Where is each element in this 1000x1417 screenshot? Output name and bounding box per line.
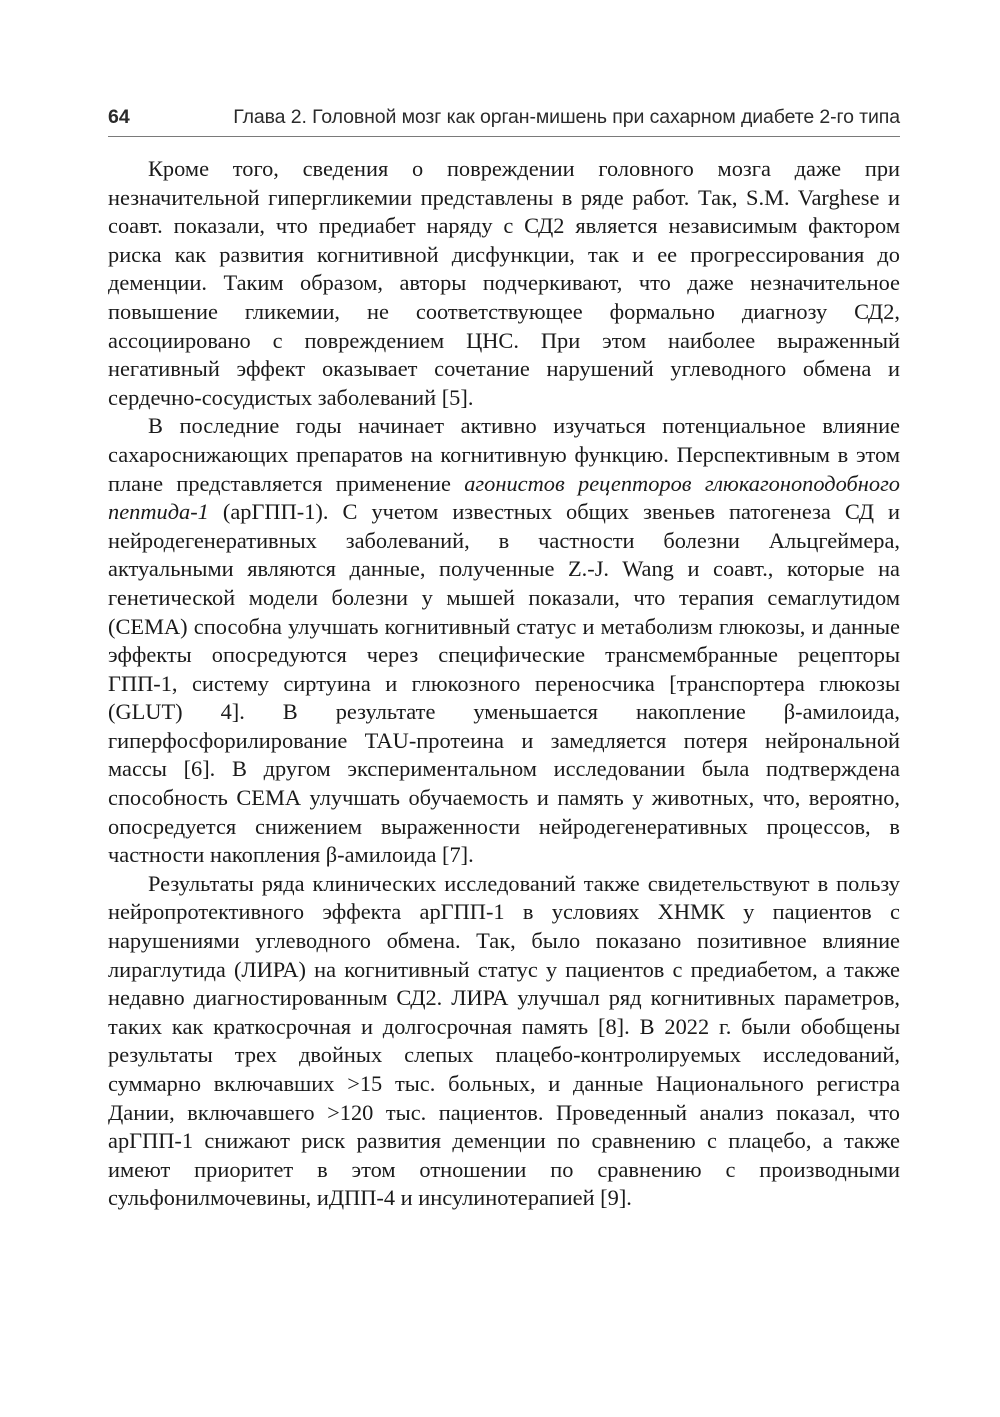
paragraph-2-rest: (арГПП-1). С учетом известных общих звеньев патогенеза СД и нейродегенеративных заболеваний, в частности болезни Альцгеймера, актуальными являются данные, полученные Z.-J. Wang и соавт., которые на генетической модели болезни у мышей показали, что терапия семаглутидом (СЕМА) способна улучшать когнитивный статус и метаболизм глюкозы, и данные эффекты опосредуются через специфические трансмембранные рецепторы ГПП-1, систему сиртуина и глюкозного переносчика [транспортера глюкозы (GLUT) 4]. В результате уменьшается накопление β-амилоида, гиперфосфорилирование TAU-протеина и замедляется потеря нейрональной массы [6]. В другом экспериментальном исследовании была подтверждена способность СЕМА улучшать обучаемость и память у животных, что, вероятно, опосредуется снижением выраженности нейродегенеративных процессов, в частности накопления β-амилоида [7]. xyxy=(108,499,900,868)
paragraph-1 xyxy=(108,155,900,412)
paragraph-3-text: Результаты ряда клинических исследований также свидетельствуют в пользу нейропротективного эффекта арГПП-1 в условиях ХНМК у пациентов с нарушениями углеводного обмена. Так, было показано позитивное влияние лираглутида (ЛИРА) на когнитивный статус у пациентов с предиабетом, а также недавно диагностированным СД2. ЛИРА улучшал ряд когнитивных параметров, таких как краткосрочная и долгосрочная память [8]. В 2022 г. были обобщены результаты трех двойных слепых плацебо-контролируемых исследований, суммарно включавших >15 тыс. больных, и данные Национального регистра Дании, включавшего >120 тыс. пациентов. Проведенный анализ показал, что арГПП-1 снижают риск развития деменции по сравнению с плацебо, а также имеют приоритет в этом отношении по сравнению с производными сульфонилмочевины, иДПП-4 и инсулинотерапией [9]. xyxy=(108,870,900,1211)
header-divider xyxy=(108,136,900,137)
running-header xyxy=(108,104,900,134)
paragraph-2 xyxy=(108,412,900,870)
paragraph-3 xyxy=(108,870,900,1213)
paragraph-2-lead: В последние годы начинает активно изучаться потенциальное влияние сахароснижающих препаратов на когнитивную функцию. Перспективным в этом плане представляется применение xyxy=(108,413,900,496)
paragraph-2-emphasis: агонистов рецепторов глюкагоноподобного пептида-1 xyxy=(108,470,900,525)
main-text xyxy=(108,155,900,1213)
chapter-running-head: Глава 2. Головной мозг как орган-мишень при сахарном диабете 2-го типа xyxy=(233,106,900,128)
page-number: 64 xyxy=(108,106,130,128)
paragraph-1-text: Кроме того, сведения о повреждении головного мозга даже при незначительной гипергликемии представлены в ряде работ. Так, S.M. Varghese и соавт. показали, что предиабет наряду с СД2 является независимым фактором риска как развития когнитивной дисфункции, так и ее прогрессирования до деменции. Таким образом, авторы подчеркивают, что даже незначительное повышение гликемии, не соответствующее формально диагнозу СД2, ассоциировано с повреждением ЦНС. При этом наиболее выраженный негативный эффект оказывает сочетание нарушений углеводного обмена и сердечно-сосудистых заболеваний [5]. xyxy=(108,156,900,410)
